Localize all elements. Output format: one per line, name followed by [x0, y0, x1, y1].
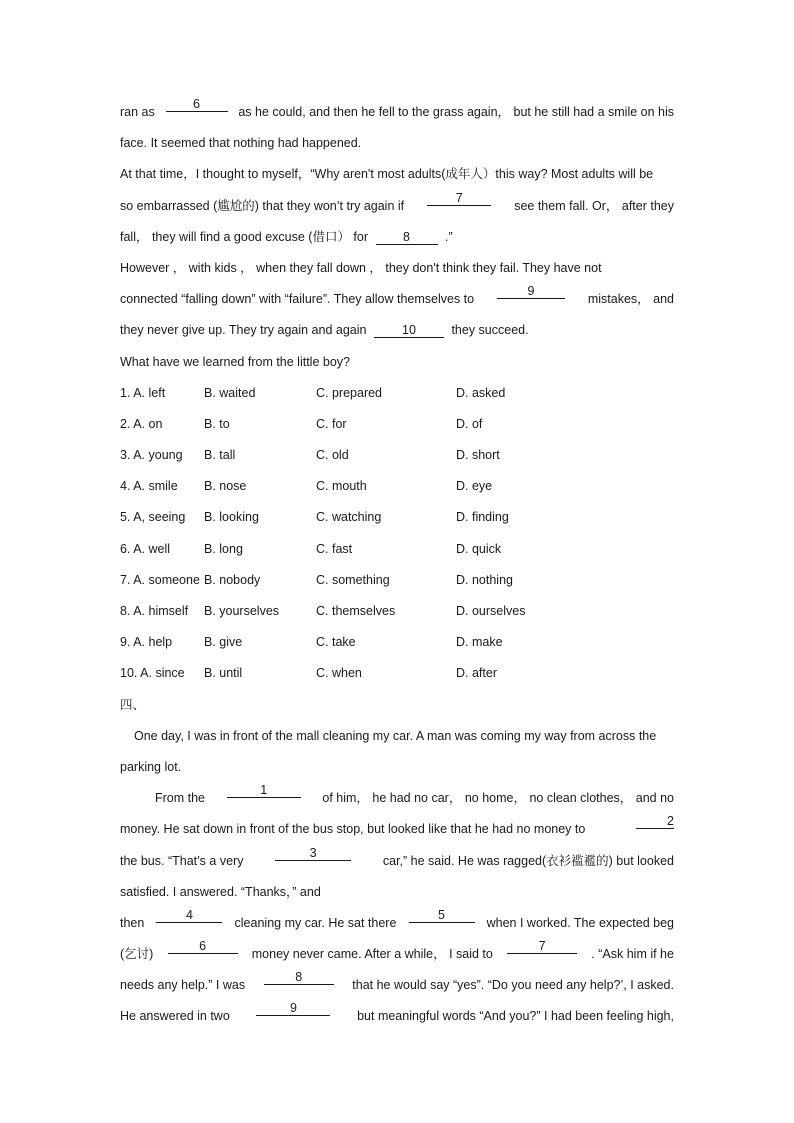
- passage-line: [120, 846, 674, 877]
- answer-blank[interactable]: 8: [376, 230, 438, 245]
- section-heading: 四、: [120, 697, 146, 712]
- text: money never came. After a while， I said to: [251, 947, 493, 962]
- option-choice[interactable]: B. nose: [204, 479, 247, 494]
- passage-line: satisfied. I answered. “Thanks，” and: [120, 884, 321, 899]
- option-choice[interactable]: 1. A. left: [120, 385, 166, 400]
- option-choice[interactable]: 8. A. himself: [120, 604, 189, 618]
- option-choice[interactable]: 6. A. well: [120, 541, 171, 556]
- answer-blank[interactable]: 6: [168, 939, 238, 954]
- option-choice[interactable]: B. give: [204, 635, 243, 650]
- passage-line: [120, 970, 674, 1001]
- answer-blank[interactable]: 9: [497, 284, 565, 299]
- option-choice[interactable]: 2. A. on: [120, 416, 163, 431]
- passage-line: However ， with kids ， when they fall down ， they don't think they fail. They have not: [120, 260, 602, 275]
- text: . “Ask him if he: [591, 947, 674, 962]
- option-choice[interactable]: B. until: [204, 666, 243, 681]
- option-row: [120, 627, 674, 658]
- answer-blank[interactable]: 10: [374, 323, 444, 338]
- passage-line: [120, 939, 674, 970]
- option-choice[interactable]: D. nothing: [456, 572, 513, 587]
- option-choice[interactable]: C. fast: [316, 541, 353, 556]
- passage-line: [120, 284, 674, 315]
- option-choice[interactable]: 5. A, seeing: [120, 510, 186, 525]
- answer-blank[interactable]: 2: [636, 814, 674, 829]
- passage-line: [120, 814, 674, 845]
- answer-blank[interactable]: 6: [166, 97, 228, 112]
- option-choice[interactable]: B. nobody: [204, 572, 261, 587]
- option-choice[interactable]: 7. A. someone: [120, 572, 200, 587]
- text: money. He sat down in front of the bus stop, but looked like that he had no money to: [120, 822, 586, 837]
- text: they never give up. They try again and again: [120, 323, 367, 338]
- text: when I worked. The expected beg: [486, 915, 674, 930]
- answer-blank[interactable]: 4: [156, 908, 222, 923]
- option-row: [120, 440, 674, 471]
- option-choice[interactable]: 4. A. smile: [120, 479, 178, 494]
- option-choice[interactable]: 10. A. since: [120, 666, 185, 681]
- text: of him， he had no car， no home， no clean clothes， and no: [322, 791, 674, 806]
- text: connected “falling down” with “failure”. They allow themselves to: [120, 292, 475, 307]
- text: car,” he said. He was ragged(衣衫褴襤的) but looked: [382, 853, 674, 868]
- text: see them fall. Or， after they: [514, 198, 674, 213]
- text: they succeed.: [451, 323, 529, 338]
- option-choice[interactable]: D. short: [456, 448, 500, 463]
- text: the bus. “That’s a very: [120, 853, 244, 868]
- text: as he could, and then he fell to the grass again， but he still had a smile on his: [238, 105, 674, 119]
- text: (乞讨): [120, 947, 154, 962]
- text: so embarrassed (尴尬的) that they won’t try again if: [120, 198, 405, 213]
- answer-blank[interactable]: 5: [409, 908, 475, 923]
- text: fall， they will find a good excuse (借口） for: [120, 229, 369, 244]
- option-choice[interactable]: B. looking: [204, 510, 259, 525]
- answer-blank[interactable]: 8: [264, 970, 334, 985]
- passage-line: [120, 315, 674, 346]
- options-list: [120, 378, 674, 690]
- option-choice[interactable]: C. something: [316, 572, 390, 587]
- passage-line: [120, 908, 674, 939]
- option-choice[interactable]: D. quick: [456, 541, 502, 556]
- passage-line: One day, I was in front of the mall cleaning my car. A man was coming my way from across the: [134, 728, 657, 743]
- option-row: [120, 565, 674, 596]
- text: From the: [155, 791, 206, 806]
- option-choice[interactable]: D. eye: [456, 479, 493, 494]
- option-row: [120, 596, 674, 627]
- text: cleaning my car. He sat there: [234, 915, 397, 930]
- passage-line: [120, 222, 674, 253]
- option-choice[interactable]: D. make: [456, 635, 503, 650]
- text: that he would say “yes”. “Do you need any help?’, I asked.: [352, 978, 674, 993]
- option-row: [120, 471, 674, 502]
- answer-blank[interactable]: 7: [507, 939, 577, 954]
- text: needs any help.” I was: [120, 978, 246, 993]
- option-choice[interactable]: D. of: [456, 416, 483, 431]
- answer-blank[interactable]: 7: [427, 191, 491, 206]
- passage-line: parking lot.: [120, 759, 182, 774]
- option-choice[interactable]: C. old: [316, 448, 349, 463]
- option-choice[interactable]: C. for: [316, 416, 347, 431]
- option-choice[interactable]: C. themselves: [316, 604, 396, 618]
- passage-line: face. It seemed that nothing had happened.: [120, 136, 362, 151]
- option-row: [120, 658, 674, 689]
- option-choice[interactable]: B. to: [204, 416, 230, 431]
- question-line: What have we learned from the little boy?: [120, 354, 350, 369]
- text: .”: [445, 229, 453, 244]
- option-choice[interactable]: C. prepared: [316, 385, 383, 400]
- option-choice[interactable]: B. long: [204, 541, 243, 556]
- option-row: [120, 502, 674, 533]
- option-choice[interactable]: D. finding: [456, 510, 509, 525]
- passage-line: [120, 191, 674, 222]
- answer-blank[interactable]: 1: [227, 783, 301, 798]
- option-choice[interactable]: C. when: [316, 666, 362, 681]
- option-choice[interactable]: B. tall: [204, 448, 236, 463]
- option-choice[interactable]: D. after: [456, 666, 497, 681]
- option-row: [120, 409, 674, 440]
- option-choice[interactable]: C. take: [316, 635, 356, 650]
- passage-line: [120, 783, 674, 814]
- answer-blank[interactable]: 9: [256, 1001, 330, 1016]
- text: He answered in two: [120, 1009, 230, 1024]
- option-choice[interactable]: D. ourselves: [456, 604, 526, 618]
- option-choice[interactable]: B. waited: [204, 385, 256, 400]
- option-row: [120, 534, 674, 565]
- option-choice[interactable]: D. asked: [456, 385, 506, 400]
- passage-line: [120, 1001, 674, 1032]
- option-choice[interactable]: C. watching: [316, 510, 382, 525]
- text: ran as: [120, 105, 155, 119]
- option-choice[interactable]: B. yourselves: [204, 604, 280, 618]
- option-choice[interactable]: C. mouth: [316, 479, 367, 494]
- text: then: [120, 915, 145, 930]
- passage-line: At that time，I thought to myself，“Why aren't most adults(成年人）this way? Most adults will be: [120, 167, 654, 182]
- option-choice[interactable]: 3. A. young: [120, 448, 183, 463]
- passage-line: [120, 97, 674, 128]
- text: mistakes， and: [587, 292, 674, 307]
- option-choice[interactable]: 9. A. help: [120, 635, 173, 650]
- answer-blank[interactable]: 3: [275, 846, 351, 861]
- text: but meaningful words “And you?” I had been feeling high,: [357, 1009, 674, 1024]
- document-page: [120, 97, 674, 1033]
- option-row: [120, 378, 674, 409]
